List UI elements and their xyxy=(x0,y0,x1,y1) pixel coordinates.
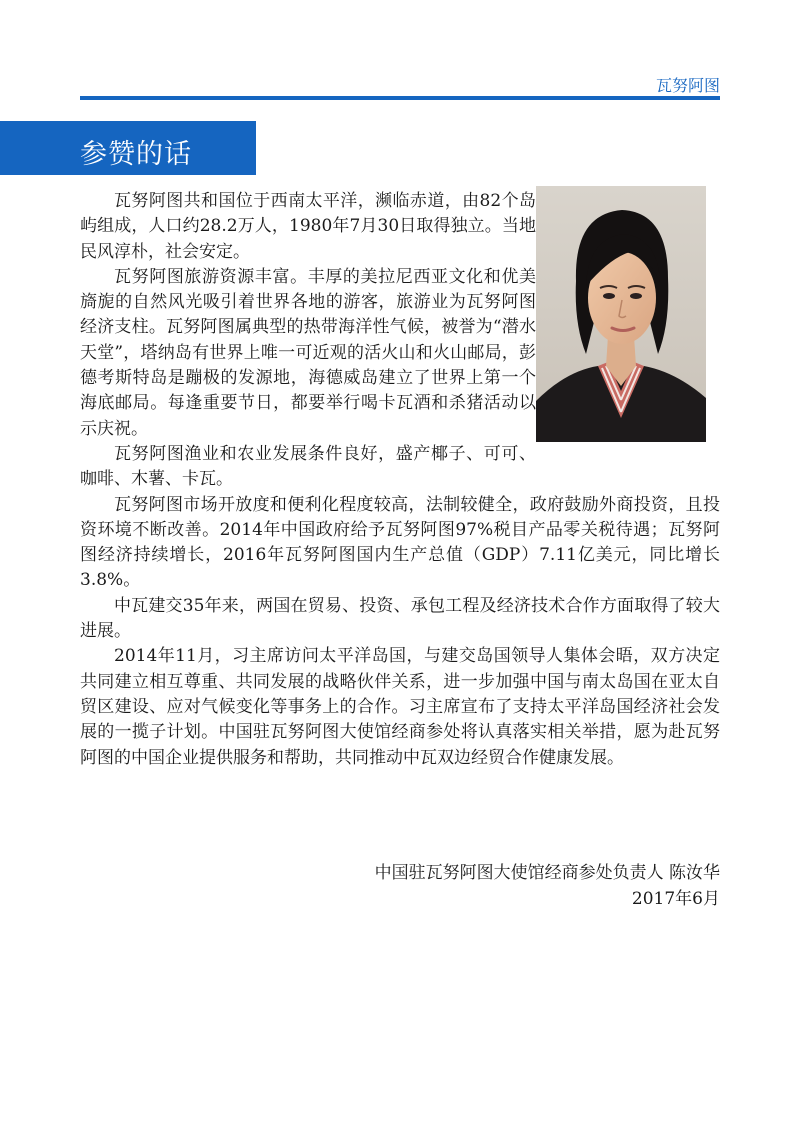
paragraph: 中瓦建交35年来，两国在贸易、投资、承包工程及经济技术合作方面取得了较大进展。 xyxy=(80,595,720,642)
signature-date: 2017年6月 xyxy=(631,889,720,909)
section-title: 参赞的话 xyxy=(80,139,192,170)
signature-author: 中国驻瓦努阿图大使馆经商参处负责人 陈汝华 xyxy=(374,863,720,883)
paragraph: 瓦努阿图渔业和农业发展条件良好，盛产椰子、可可、咖啡、木薯、卡瓦。 xyxy=(80,443,536,490)
signature-block xyxy=(375,860,720,912)
paragraph: 瓦努阿图旅游资源丰富。丰厚的美拉尼西亚文化和优美旖旎的自然风光吸引着世界各地的游客，旅游业为瓦努阿图经济支柱。瓦努阿图属典型的热带海洋性气候，被誉为“潜水天堂”，塔纳岛有世界上唯一可近观的活火山和火山邮局，彭德考斯特岛是蹦极的发源地，海德威岛建立了世界上第一个海底邮局。每逢重要节日，都要举行喝卡瓦酒和杀猪活动以示庆祝。 xyxy=(80,266,536,439)
paragraph: 瓦努阿图共和国位于西南太平洋，濒临赤道，由82个岛屿组成，人口约28.2万人，1980年7月30日取得独立。当地民风淳朴，社会安定。 xyxy=(80,191,536,262)
paragraph: 2014年11月，习主席访问太平洋岛国，与建交岛国领导人集体会晤，双方决定共同建立相互尊重、共同发展的战略伙伴关系，进一步加强中国与南太岛国在亚太自贸区建设、应对气候变化等事务上的合作。习主席宣布了支持太平洋岛国经济社会发展的一揽子计划。中国驻瓦努阿图大使馆经商参处将认真落实相关举措，愿为赴瓦努阿图的中国企业提供服务和帮助，共同推动中瓦双边经贸合作健康发展。 xyxy=(80,646,720,768)
paragraph: 瓦努阿图市场开放度和便利化程度较高，法制较健全，政府鼓励外商投资，且投资环境不断改善。2014年中国政府给予瓦努阿图97%税目产品零关税待遇；瓦努阿图经济持续增长，2016年瓦努阿图国内生产总值（GDP）7.11亿美元，同比增长3.8%。 xyxy=(80,494,720,591)
portrait-float-spacer xyxy=(536,189,720,449)
header-rule xyxy=(80,96,720,100)
section-banner xyxy=(0,121,256,175)
header-country-label: 瓦努阿图 xyxy=(655,76,720,95)
body-text xyxy=(80,189,720,771)
